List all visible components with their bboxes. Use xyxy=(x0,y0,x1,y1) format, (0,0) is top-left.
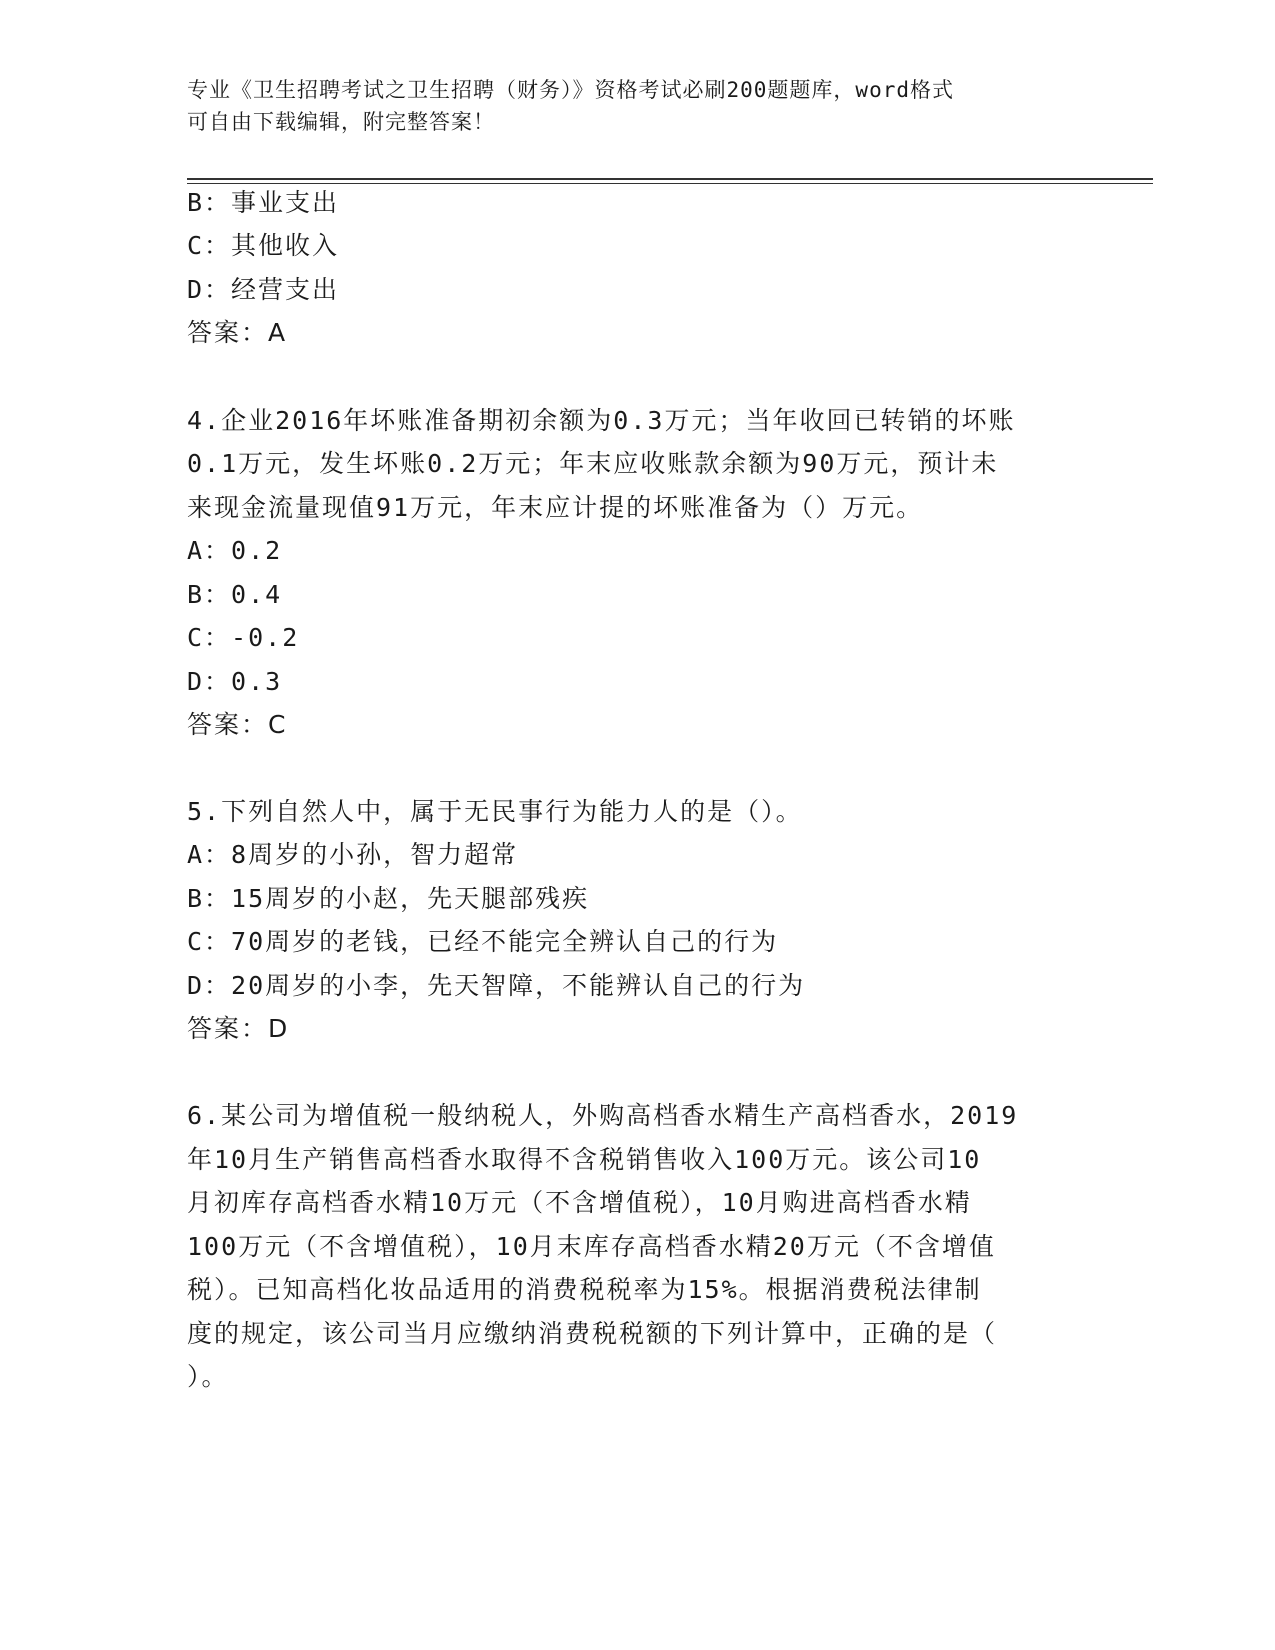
q3-answer: 答案：A xyxy=(187,318,288,347)
q6-stem-line-1: 6.某公司为增值税一般纳税人，外购高档香水精生产高档香水，2019 xyxy=(187,1101,1019,1130)
q6-stem-line-5: 税）。已知高档化妆品适用的消费税税率为15%。根据消费税法律制 xyxy=(187,1275,982,1304)
header-title-line-2: 可自由下载编辑，附完整答案！ xyxy=(187,110,495,134)
q4-answer: 答案：C xyxy=(187,710,288,739)
q4-option-b: B：0.4 xyxy=(187,580,283,609)
q6-stem-line-2: 年10月生产销售高档香水取得不含税销售收入100万元。该公司10 xyxy=(187,1145,982,1174)
q4-stem-line-2: 0.1万元，发生坏账0.2万元；年末应收账款余额为90万元，预计未 xyxy=(187,449,999,478)
q5-answer: 答案：D xyxy=(187,1014,290,1043)
q5-option-c: C：70周岁的老钱，已经不能完全辨认自己的行为 xyxy=(187,927,779,956)
q3-option-d: D：经营支出 xyxy=(187,275,340,304)
header-title-line-1: 专业《卫生招聘考试之卫生招聘（财务）》资格考试必刷200题题库，word格式 xyxy=(187,78,954,102)
q6-stem-line-3: 月初库存高档香水精10万元（不含增值税），10月购进高档香水精 xyxy=(187,1188,972,1217)
q3-option-c: C：其他收入 xyxy=(187,231,340,260)
q6-stem-line-4: 100万元（不含增值税），10月末库存高档香水精20万元（不含增值 xyxy=(187,1232,996,1261)
q6-stem-line-6: 度的规定，该公司当月应缴纳消费税税额的下列计算中，正确的是（ xyxy=(187,1319,998,1348)
q5-option-d: D：20周岁的小李，先天智障，不能辨认自己的行为 xyxy=(187,971,806,1000)
q5-option-a: A：8周岁的小孙，智力超常 xyxy=(187,840,519,869)
q6-stem-line-7: ）。 xyxy=(187,1362,229,1391)
q5-stem-line-1: 5.下列自然人中，属于无民事行为能力人的是（）。 xyxy=(187,797,803,826)
q4-option-d: D：0.3 xyxy=(187,667,283,696)
q3-option-b: B：事业支出 xyxy=(187,188,340,217)
q4-stem-line-3: 来现金流量现值91万元，年末应计提的坏账准备为（）万元。 xyxy=(187,493,924,522)
q4-option-a: A：0.2 xyxy=(187,536,283,565)
document-header xyxy=(187,74,1067,138)
q4-stem-line-1: 4.企业2016年坏账准备期初余额为0.3万元；当年收回已转销的坏账 xyxy=(187,406,1016,435)
q4-option-c: C：-0.2 xyxy=(187,623,300,652)
q5-option-b: B：15周岁的小赵，先天腿部残疾 xyxy=(187,884,590,913)
